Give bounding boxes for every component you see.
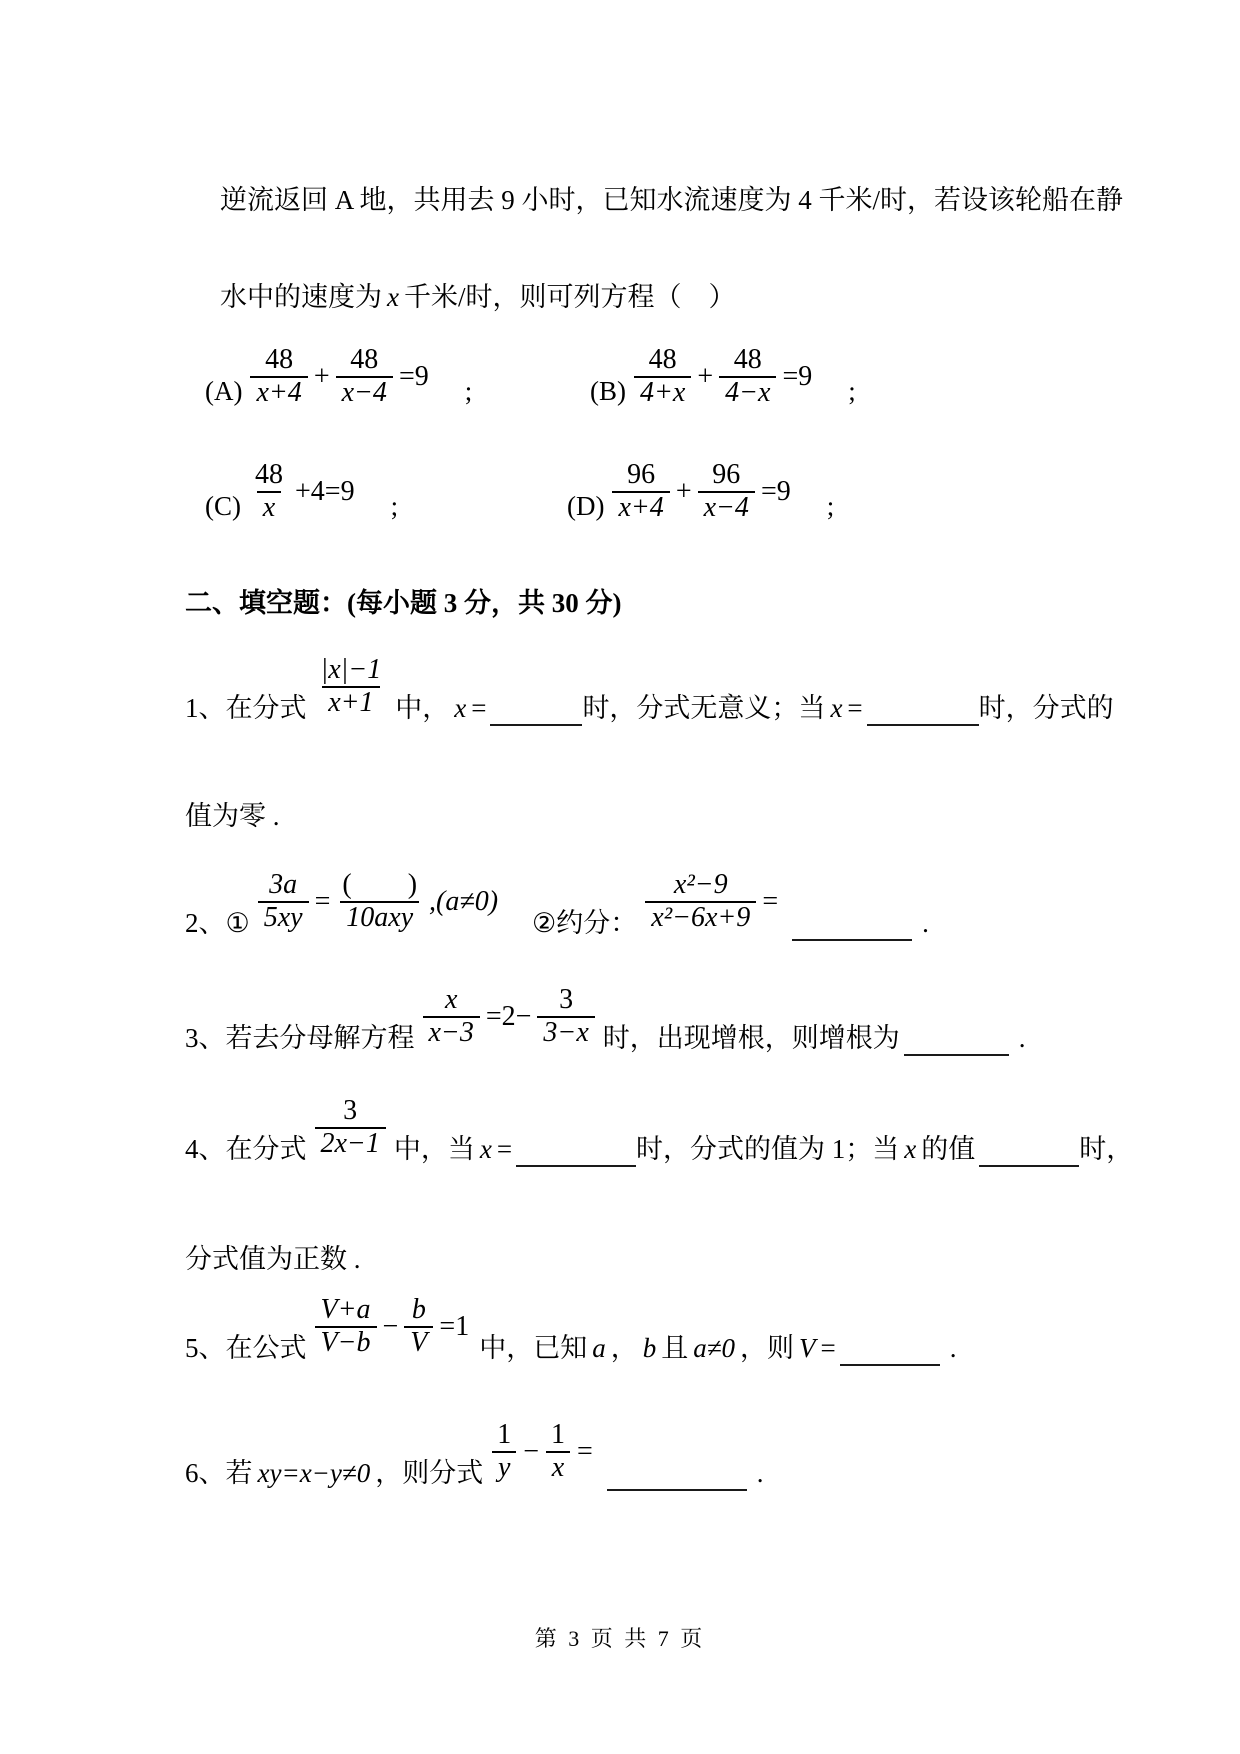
- question-1-continued: [185, 800, 280, 834]
- math-variable: x: [387, 282, 399, 312]
- option-d: [567, 460, 834, 524]
- answer-blank: [867, 694, 979, 726]
- page-footer: [0, 1622, 1240, 1653]
- equals-sign: =: [471, 692, 487, 723]
- question-4-continued: [185, 1243, 361, 1277]
- semicolon: ;: [390, 490, 399, 521]
- problem-text: 逆流返回 A 地，共用去 9 小时，已知水流速度为 4 千米/时，若设该轮船在静: [220, 185, 1124, 215]
- fraction: $\frac{1}{x}$: [545, 1420, 571, 1484]
- question-text: 在公式: [225, 1332, 307, 1363]
- answer-blank: [516, 1135, 636, 1167]
- period: .: [756, 1457, 764, 1488]
- answer-blank: [792, 909, 912, 941]
- question-text: 中，已知: [479, 1332, 588, 1363]
- period: .: [922, 907, 929, 938]
- equals-sign: =: [577, 1436, 593, 1468]
- question-number: 4、: [185, 1133, 226, 1164]
- equals-sign: =: [762, 886, 779, 918]
- question-1: [185, 655, 1114, 726]
- fraction: $\frac{1}{y}$: [491, 1420, 517, 1484]
- equation: [247, 460, 359, 524]
- equals-expression: =2−: [485, 1001, 532, 1033]
- answer-blank: [840, 1334, 940, 1366]
- equation-rest: +4=9: [295, 476, 355, 508]
- equals-value: =1: [439, 1311, 470, 1343]
- condition: ,(a≠0): [429, 886, 499, 918]
- period: .: [1018, 1022, 1026, 1053]
- question-text: 时，分式无意义；当: [582, 692, 826, 723]
- math-variable: x: [904, 1133, 917, 1164]
- fraction: $\frac{x}{x-3}$: [423, 985, 480, 1049]
- equation: [256, 870, 502, 934]
- semicolon: ;: [848, 375, 856, 406]
- equation: [313, 655, 390, 719]
- question-text: 时，分式的: [978, 692, 1114, 723]
- question-2: [185, 870, 929, 941]
- equation: [643, 870, 782, 934]
- problem-line-1: [220, 184, 1123, 218]
- problem-line-2: [220, 281, 736, 315]
- equation: [313, 1096, 388, 1160]
- question-number: 5、: [185, 1332, 226, 1363]
- question-number: 1、: [185, 692, 226, 723]
- equation: [421, 985, 597, 1049]
- math-variable: x: [454, 692, 467, 723]
- equals-value: =9: [398, 361, 429, 393]
- math-variable: V: [799, 1332, 816, 1363]
- question-text: ，: [610, 1332, 638, 1363]
- math-variable: x: [830, 692, 843, 723]
- answer-blank: [607, 1459, 747, 1491]
- question-number: 2、: [185, 907, 226, 938]
- fraction: $\frac{3a}{5xy}$: [258, 870, 309, 934]
- equals-sign: =: [496, 1133, 513, 1164]
- minus-sign: −: [382, 1311, 399, 1343]
- plus-sign: +: [313, 361, 330, 393]
- answer-blank: [979, 1135, 1079, 1167]
- option-label: (C): [205, 490, 241, 521]
- question-number: 6、: [185, 1457, 226, 1488]
- question-text: 值为零 .: [185, 801, 280, 831]
- plus-sign: +: [675, 476, 692, 508]
- equals-sign: =: [314, 886, 331, 918]
- fraction: $\frac{48}{4+x}$: [634, 345, 691, 409]
- answer-blank: [904, 1024, 1009, 1056]
- math-variable: x: [479, 1133, 492, 1164]
- question-text: 时，: [1079, 1133, 1134, 1164]
- fraction: $\frac{( )}{\text{10axy}}$: [336, 870, 423, 934]
- circled-one: ①: [225, 907, 250, 938]
- section-heading: [185, 587, 621, 621]
- question-text: 时，分式的值为 1；当: [636, 1133, 900, 1164]
- period: .: [949, 1332, 957, 1363]
- equals-value: =9: [760, 476, 791, 508]
- question-text: 在分式: [225, 1133, 307, 1164]
- equation: [248, 345, 432, 409]
- question-text: 若: [225, 1457, 253, 1488]
- fraction: $\frac{3}{2x-1}$: [315, 1096, 386, 1160]
- option-b: [590, 345, 856, 409]
- fraction: $\frac{96}{x-4}$: [698, 460, 755, 524]
- question-4: [185, 1096, 1133, 1167]
- equals-value: =9: [782, 361, 813, 393]
- fraction: $\frac{48}{4-x}$: [719, 345, 776, 409]
- question-text: ，则: [740, 1332, 795, 1363]
- option-label: (B): [590, 375, 626, 406]
- fraction: $\frac{96}{x+4}$: [612, 460, 669, 524]
- math-variable: a: [592, 1332, 606, 1363]
- question-text: 分式值为正数 .: [185, 1244, 361, 1274]
- equation: [313, 1295, 474, 1359]
- fraction: $\frac{48}{x+4}$: [250, 345, 307, 409]
- equation: [489, 1420, 597, 1484]
- fraction: $\frac{\text{x²−9}}{\text{x²−6x+9}}$: [645, 870, 756, 934]
- option-c: [205, 460, 398, 524]
- semicolon: ;: [464, 375, 473, 406]
- question-3: [185, 985, 1026, 1056]
- question-5: [185, 1295, 957, 1366]
- question-text: 且: [661, 1332, 689, 1363]
- question-text: 中，当: [393, 1133, 475, 1164]
- answer-blank: [490, 694, 582, 726]
- fraction: $\frac{48}{x-4}$: [336, 345, 393, 409]
- question-number: 3、: [185, 1022, 226, 1053]
- math-variable: b: [642, 1332, 657, 1363]
- question-text: ，则分式: [375, 1457, 484, 1488]
- section-title: 二、填空题：(每小题 3 分，共 30 分): [185, 588, 622, 618]
- question-text: 在分式: [225, 692, 307, 723]
- question-text: 的值: [921, 1133, 976, 1164]
- question-text: 中，: [395, 692, 450, 723]
- equation: [632, 345, 816, 409]
- circled-two: ②: [532, 907, 557, 938]
- question-6: [185, 1420, 764, 1491]
- math-expression: xy=x−y≠0: [257, 1457, 371, 1488]
- option-a: [205, 345, 472, 409]
- problem-text: 千米/时，则可列方程（ ）: [403, 282, 736, 312]
- minus-sign: −: [523, 1436, 539, 1468]
- option-label: (D): [567, 490, 605, 521]
- semicolon: ;: [826, 490, 835, 521]
- math-expression: a≠0: [693, 1332, 736, 1363]
- fraction: $\frac{48}{x}$: [255, 459, 283, 523]
- question-text: 若去分母解方程: [225, 1022, 415, 1053]
- fraction: $\frac{|x|-1}{x+1}$: [320, 654, 382, 718]
- problem-text: 水中的速度为: [220, 282, 382, 312]
- plus-sign: +: [697, 361, 714, 393]
- fraction: $\frac{3}{3-x}$: [537, 985, 594, 1049]
- equals-sign: =: [820, 1332, 836, 1363]
- fraction: $\frac{V+a}{V-b}$: [315, 1295, 377, 1359]
- equals-sign: =: [847, 692, 863, 723]
- question-text: 时，出现增根，则增根为: [602, 1022, 900, 1053]
- question-text: 约分：: [556, 907, 638, 938]
- fraction: $\frac{b}{V}$: [404, 1295, 433, 1359]
- option-label: (A): [205, 375, 243, 406]
- equation: [610, 460, 794, 524]
- page-number-text: 第 3 页 共 7 页: [534, 1626, 706, 1651]
